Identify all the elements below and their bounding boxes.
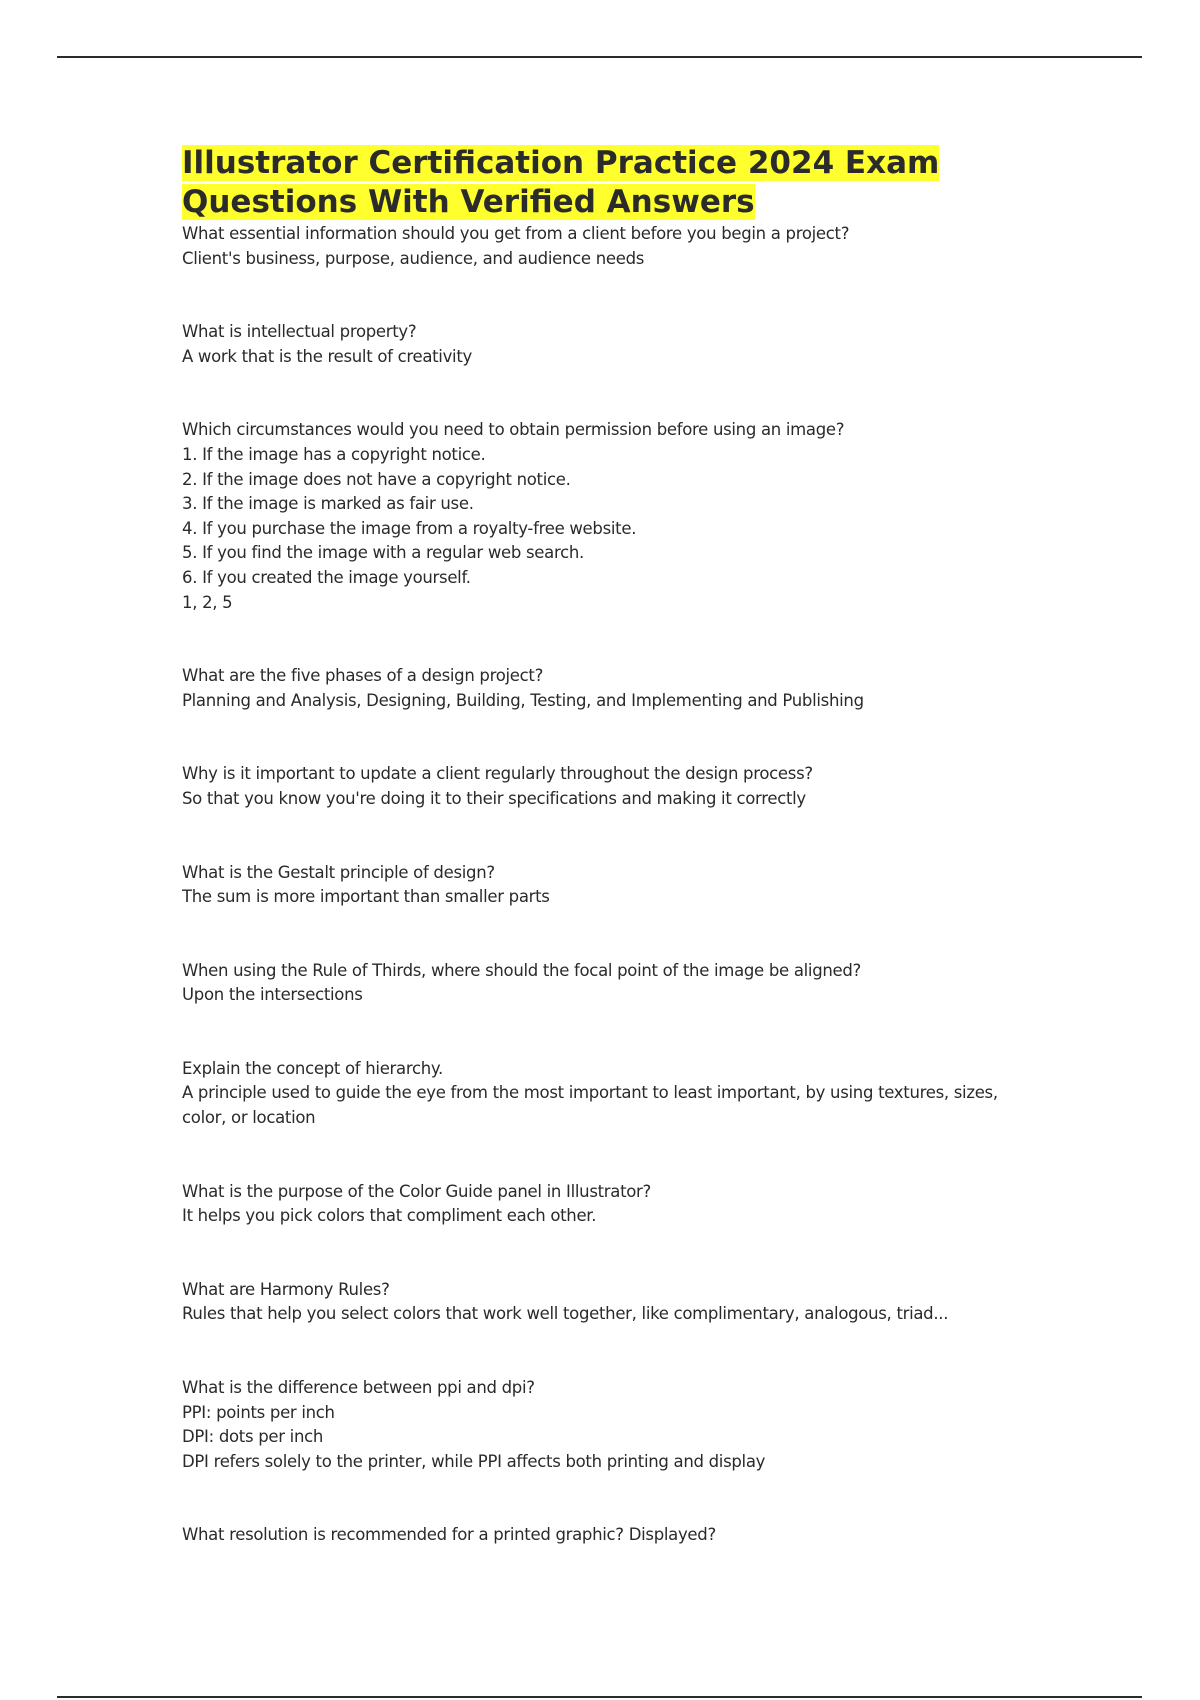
question-text: What resolution is recommended for a printed graphic? Displayed? [182, 1525, 716, 1545]
answer-text: The sum is more important than smaller parts [182, 887, 550, 907]
answer-text: Rules that help you select colors that work well together, like complimentary, analogous, triad... [182, 1304, 949, 1324]
answer-text: 4. If you purchase the image from a royalty-free website. [182, 518, 637, 538]
bottom-rule [57, 1696, 1142, 1698]
answer-text: It helps you pick colors that compliment each other. [182, 1206, 597, 1226]
answer-text: 1, 2, 5 [182, 592, 233, 612]
answer-text: 6. If you created the image yourself. [182, 567, 471, 587]
qa-item [182, 1376, 1082, 1474]
qa-item [182, 1278, 1082, 1327]
question-text: What is the difference between ppi and dpi? [182, 1378, 535, 1398]
qa-item [182, 320, 1082, 369]
qa-list [182, 222, 1082, 1548]
question-text: Why is it important to update a client regularly throughout the design process? [182, 764, 813, 784]
answer-text: So that you know you're doing it to their specifications and making it correctly [182, 788, 806, 808]
answer-text: Client's business, purpose, audience, and audience needs [182, 248, 645, 268]
answer-text: A principle used to guide the eye from the most important to least important, by using textures, sizes, [182, 1083, 998, 1103]
question-text: What is intellectual property? [182, 322, 417, 342]
question-text: When using the Rule of Thirds, where should the focal point of the image be aligned? [182, 960, 862, 980]
title-line-1: Illustrator Certification Practice 2024 Exam [182, 145, 940, 181]
qa-item [182, 222, 1082, 271]
title-line-2: Questions With Verified Answers [182, 184, 755, 220]
document-body [182, 144, 1082, 1548]
qa-item [182, 664, 1082, 713]
qa-item [182, 959, 1082, 1008]
question-text: Which circumstances would you need to obtain permission before using an image? [182, 420, 845, 440]
answer-text: A work that is the result of creativity [182, 346, 472, 366]
answer-text: DPI: dots per inch [182, 1427, 324, 1447]
qa-item [182, 1523, 1082, 1548]
question-text: What are Harmony Rules? [182, 1279, 390, 1299]
answer-text: 2. If the image does not have a copyright notice. [182, 469, 571, 489]
question-text: What are the five phases of a design project? [182, 666, 544, 686]
qa-item [182, 762, 1082, 811]
qa-item [182, 418, 1082, 615]
page-title [182, 144, 1082, 222]
question-text: What is the Gestalt principle of design? [182, 862, 495, 882]
qa-item [182, 861, 1082, 910]
qa-item [182, 1180, 1082, 1229]
answer-text: color, or location [182, 1108, 316, 1128]
question-text: What essential information should you get from a client before you begin a project? [182, 224, 850, 243]
answer-text: DPI refers solely to the printer, while PPI affects both printing and display [182, 1451, 766, 1471]
top-rule [57, 56, 1142, 58]
answer-text: PPI: points per inch [182, 1402, 335, 1422]
answer-text: Planning and Analysis, Designing, Building, Testing, and Implementing and Publishing [182, 690, 864, 710]
qa-item [182, 1057, 1082, 1131]
answer-text: Upon the intersections [182, 985, 363, 1005]
answer-text: 5. If you find the image with a regular web search. [182, 543, 584, 563]
question-text: What is the purpose of the Color Guide panel in Illustrator? [182, 1181, 651, 1201]
answer-text: 1. If the image has a copyright notice. [182, 444, 486, 464]
answer-text: 3. If the image is marked as fair use. [182, 494, 474, 514]
question-text: Explain the concept of hierarchy. [182, 1058, 443, 1078]
